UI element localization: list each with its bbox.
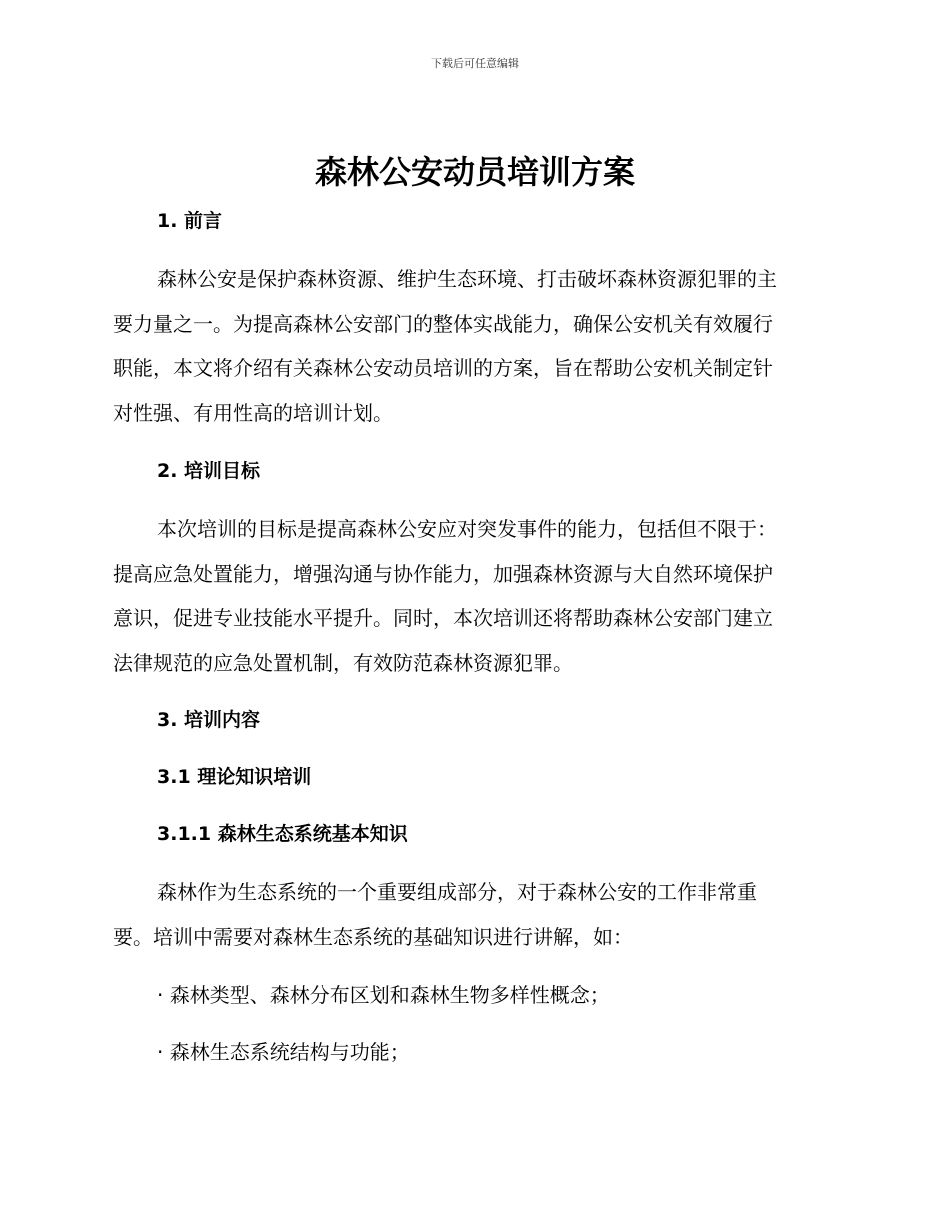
- paragraph-line: 森林作为生态系统的一个重要组成部分，对于森林公安的工作非常重: [157, 880, 757, 904]
- paragraph-line: 本次培训的目标是提高森林公安应对突发事件的能力，包括但不限于：: [157, 517, 777, 541]
- section-2-heading: 2. 培训目标: [157, 460, 261, 482]
- section-1-paragraph: [113, 257, 833, 435]
- paragraph-line: 法律规范的应急处置机制，有效防范森林资源犯罪。: [113, 650, 573, 675]
- bullet-item: · 森林生态系统结构与功能；: [157, 1040, 410, 1064]
- paragraph-line: 要力量之一。为提高森林公安部门的整体实战能力，确保公安机关有效履行: [113, 311, 773, 336]
- section-3-heading: 3. 培训内容: [157, 709, 261, 731]
- section-3-1-1-paragraph: [113, 870, 833, 959]
- paragraph-line: 职能，本文将介绍有关森林公安动员培训的方案，旨在帮助公安机关制定针: [113, 356, 773, 380]
- section-1-heading: 1. 前言: [157, 210, 223, 232]
- section-3-1-1-heading: 3.1.1 森林生态系统基本知识: [157, 823, 408, 845]
- section-3-1-heading: 3.1 理论知识培训: [157, 766, 312, 788]
- paragraph-line: 意识，促进专业技能水平提升。同时，本次培训还将帮助森林公安部门建立: [113, 606, 773, 630]
- section-2-paragraph: [113, 507, 833, 685]
- bullet-item: · 森林类型、森林分布区划和森林生物多样性概念；: [157, 983, 610, 1007]
- paragraph-line: 要。培训中需要对森林生态系统的基础知识进行讲解，如：: [113, 924, 633, 949]
- paragraph-line: 对性强、有用性高的培训计划。: [113, 400, 393, 425]
- page-header-note: 下载后可任意编辑: [431, 57, 519, 70]
- document-title: 森林公安动员培训方案: [314, 153, 635, 191]
- paragraph-line: 提高应急处置能力，增强沟通与协作能力，加强森林资源与大自然环境保护: [113, 561, 773, 586]
- paragraph-line: 森林公安是保护森林资源、维护生态环境、打击破坏森林资源犯罪的主: [157, 267, 777, 291]
